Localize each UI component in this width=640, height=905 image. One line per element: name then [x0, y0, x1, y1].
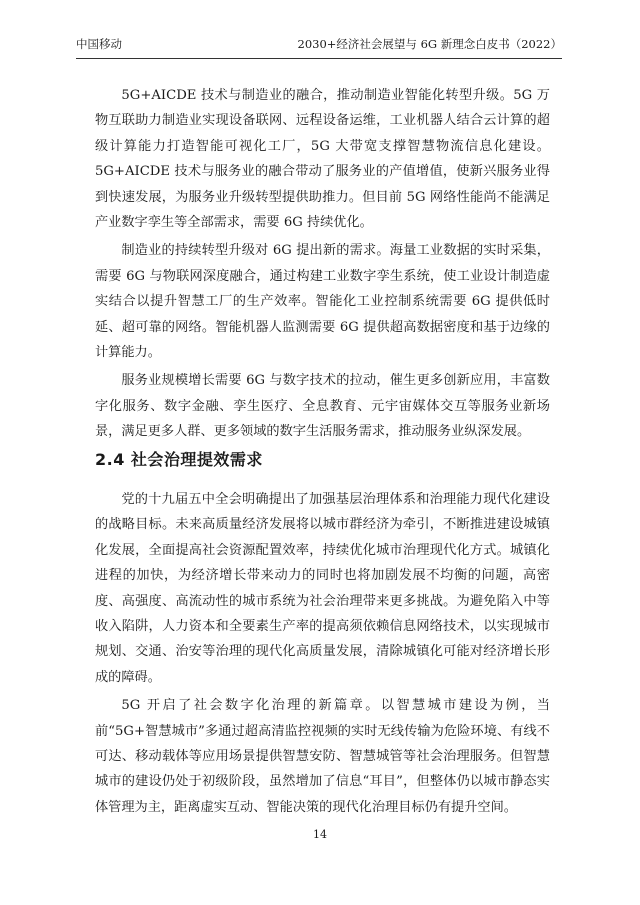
paragraph: 党的十九届五中全会明确提出了加强基层治理体系和治理能力现代化建设的战略目标。未来高质量经济发展将以城市群经济为牵引，不断推进建设城镇化发展，全面提高社会资源配置效率，持续优化城市治理现代化方式。城镇化进程的加快，为经济增长带来动力的同时也将加剧发展不均衡的问题，高密度、高强度、高流动性的城市系统为社会治理带来更多挑战。为避免陷入中等收入陷阱，人力资本和全要素生产率的提高须依赖信息网络技术，以实现城市规划、交通、治安等治理的现代化高质量发展，清除城镇化可能对经济增长形成的障碍。 — [95, 492, 550, 685]
paragraph: 制造业的持续转型升级对 6G 提出新的需求。海量工业数据的实时采集，需要 6G 与物联网深度融合，通过构建工业数字孪生系统，使工业设计制造虚实结合以提升智慧工厂的生产效率。智能化工业控制系统需要 6G 提供低时延、超可靠的网络。智能机器人监测需要 6G 提供超高数据密度和基于边缘的计算能力。 — [95, 243, 550, 361]
body-text-bottom — [95, 487, 550, 820]
header-right: 2030+经济社会展望与 6G 新理念白皮书（2022） — [297, 37, 562, 51]
header-left: 中国移动 — [76, 37, 122, 51]
paragraph: 5G+AICDE 技术与制造业的融合，推动制造业智能化转型升级。5G 万物互联助力制造业实现设备联网、远程设备运维，工业机器人结合云计算的超级计算能力打造智能可视化工厂，5G 大带宽支撑智慧物流信息化建设。5G+AICDE 技术与服务业的融合带动了服务业的产值增值，使新兴服务业得到快速发展，为服务业升级转型提供助推力。但目前 5G 网络性能尚不能满足产业数字孪生等全部需求，需要 6G 持续优化。 — [95, 88, 550, 231]
section-heading: 2.4 社会治理提效需求 — [95, 450, 263, 469]
page-header — [76, 28, 562, 59]
paragraph: 服务业规模增长需要 6G 与数字技术的拉动，催生更多创新应用，丰富数字化服务、数字金融、孪生医疗、全息教育、元宇宙媒体交互等服务业新场景，满足更多人群、更多领域的数字生活服务需求，推动服务业纵深发展。 — [95, 373, 550, 440]
body-text-top — [95, 83, 550, 445]
page-number: 14 — [313, 828, 327, 841]
paragraph: 5G 开启了社会数字化治理的新篇章。以智慧城市建设为例，当前“5G+智慧城市”多通过超高清监控视频的实时无线传输为危险环境、有线不可达、移动载体等应用场景提供智慧安防、智慧城管等社会治理服务。但智慧城市的建设仍处于初级阶段，虽然增加了信息“耳目”，但整体仍以城市静态实体管理为主，距离虚实互动、智能决策的现代化治理目标仍有提升空间。 — [95, 698, 550, 815]
